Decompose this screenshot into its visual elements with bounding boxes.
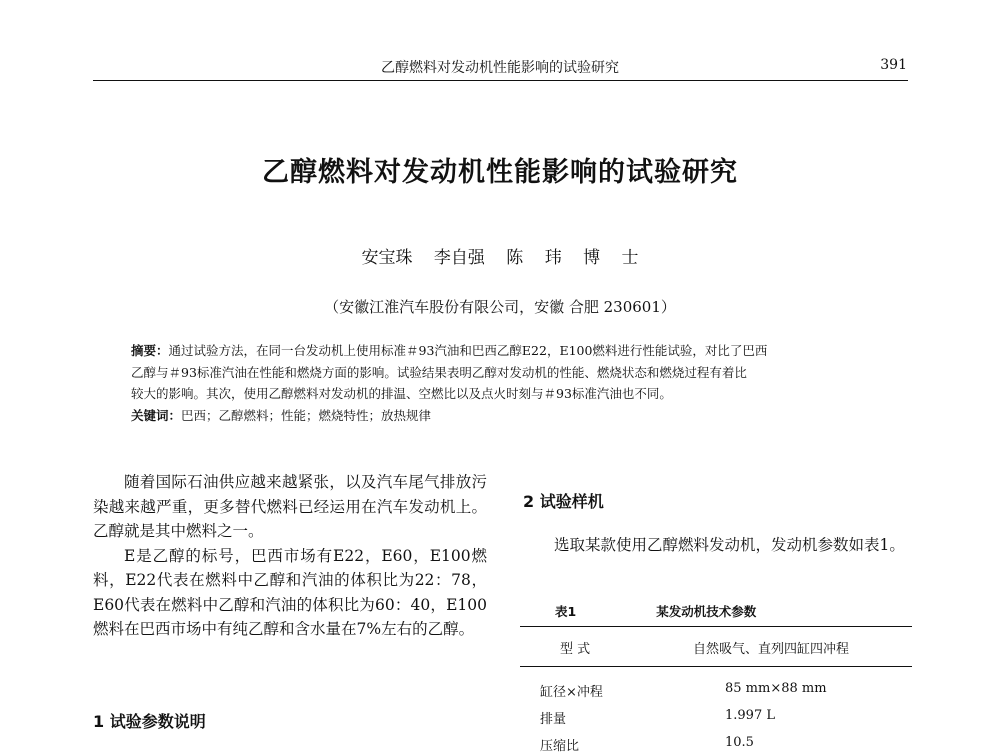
table-caption-label: 表1 (555, 604, 577, 619)
intro-paragraph-1: 随着国际石油供应越来越紧张，以及汽车尾气排放污染越来越严重，更多替代燃料已经运用在汽车发动机上。乙醇就是其中燃料之一。 (93, 473, 487, 540)
table-header-key: 型 式 (560, 642, 591, 657)
table-row-3-value: 10.5 (725, 735, 754, 750)
section-heading-1: 1 试验参数说明 (93, 712, 206, 731)
affiliation: （安徽江淮汽车股份有限公司，安徽 合肥 230601） (324, 298, 676, 316)
keywords-line (131, 405, 877, 427)
section-heading-2: 2 试验样机 (523, 492, 604, 511)
left-column (93, 470, 487, 642)
abstract-line-2: 乙醇与＃93标准汽油在性能和燃烧方面的影响。试验结果表明乙醇对发动机的性能、燃烧状态和燃烧过程有着比 (131, 364, 747, 380)
author-list (0, 243, 1000, 268)
abstract-line-1 (131, 340, 877, 362)
paper-title: 乙醇燃料对发动机性能影响的试验研究 (262, 157, 738, 188)
table-top-rule (520, 626, 912, 627)
author-title-part-2: 士 (621, 248, 639, 268)
table-mid-rule (520, 666, 912, 667)
author-3-part-2: 玮 (544, 248, 562, 268)
abstract-text-1: 通过试验方法，在同一台发动机上使用标准＃93汽油和巴西乙醇E22，E100燃料进行性能试验，对比了巴西 (168, 343, 768, 358)
page-number: 391 (880, 57, 907, 73)
keywords: 巴西；乙醇燃料；性能；燃烧特性；放热规律 (181, 407, 432, 423)
intro-paragraph-2: E是乙醇的标号，巴西市场有E22，E60，E100燃料，E22代表在燃料中乙醇和汽油的体积比为22：78，E60代表在燃料中乙醇和汽油的体积比为60：40，E100燃料在巴西市场中有纯乙醇和含水量在7%左右的乙醇。 (93, 546, 487, 638)
table-row-2-value: 1.997 L (725, 708, 775, 723)
table-caption (555, 602, 756, 620)
table-caption-title: 某发动机技术参数 (656, 604, 757, 619)
table-row-2-key: 排量 (540, 712, 567, 727)
author-3-part-1: 陈 (506, 248, 524, 268)
author-2: 李自强 (433, 248, 485, 268)
table-row-3-key: 压缩比 (540, 739, 580, 754)
abstract (131, 340, 877, 426)
header-rule (93, 80, 908, 81)
table-row-1-key: 缸径×冲程 (540, 685, 603, 700)
author-1: 安宝珠 (361, 248, 413, 268)
keywords-label: 关键词： (131, 407, 182, 423)
table-row-1-value: 85 mm×88 mm (725, 681, 827, 696)
sample-engine-paragraph: 选取某款使用乙醇燃料发动机，发动机参数如表1。 (554, 536, 905, 554)
running-title: 乙醇燃料对发动机性能影响的试验研究 (381, 60, 619, 76)
table-header-value: 自然吸气、直列四缸四冲程 (693, 642, 850, 657)
right-column-paragraph-wrap (523, 533, 917, 558)
abstract-label: 摘要： (131, 343, 169, 358)
author-title-part-1: 博 (583, 248, 601, 268)
abstract-line-3: 较大的影响。其次，使用乙醇燃料对发动机的排温、空燃比以及点火时刻与＃93标准汽油也不同。 (131, 386, 672, 401)
